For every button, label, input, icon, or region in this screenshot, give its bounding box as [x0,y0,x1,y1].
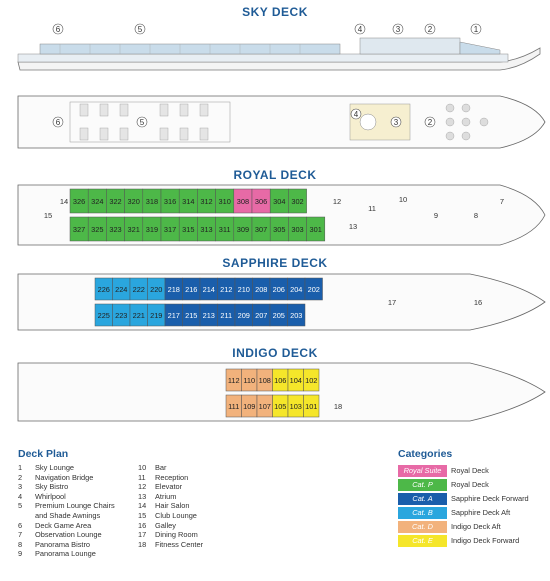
cabin-number-220: 220 [150,285,163,294]
cabin-number-221: 221 [132,311,145,320]
royal-deck-title: ROYAL DECK [233,168,317,182]
cabin-number-210: 210 [237,285,250,294]
deck-plan-item [138,492,203,502]
sky-profile-label: 3 [395,25,401,34]
category-row [398,465,548,478]
cabin-number-306: 306 [254,197,268,206]
sky-plan-label: 5 [139,118,145,127]
sky-plan-label: 6 [55,118,61,127]
category-description: Royal Deck [451,480,489,489]
cabin-number-112: 112 [227,376,240,385]
deck-plan-item-name: Fitness Center [155,539,204,549]
royal-label: 10 [398,195,408,204]
cabin-number-323: 323 [109,225,122,234]
deck-plan-item-name: Navigation Bridge [35,472,94,482]
deck-plan-item-name: Whirlpool [35,491,66,501]
deck-plan-item-name: Sky Bistro [35,482,69,492]
deck-plan-item-number: 18 [138,539,147,549]
category-swatch: Royal Suite [398,465,447,477]
deck-plan-item-name: Panorama Lounge [35,549,96,559]
deck-plan-item-name: Deck Game Area [35,520,92,530]
deck-plan-item-number: 7 [18,530,23,540]
cabin-number-309: 309 [236,225,250,234]
cabin-number-223: 223 [115,311,128,320]
sky-profile-label: 4 [357,25,363,34]
sky-plan-label: 3 [393,118,399,127]
category-swatch: Cat. D [398,521,447,533]
category-row [398,521,548,534]
cabin-number-104: 104 [289,376,302,385]
deck-plan-item [18,521,115,531]
sky-plan-label: 2 [427,118,433,127]
cabin-number-313: 313 [200,225,213,234]
cabin-number-207: 207 [255,311,268,320]
deck-plan-item [138,473,203,483]
deck-plan-item-number: 8 [18,539,23,549]
deck-plan-item-number: 17 [138,530,147,540]
sky-profile-label: 2 [427,25,433,34]
indigo-deck-plan [0,361,550,423]
cabin-number-211: 211 [220,311,233,320]
cabin-number-318: 318 [145,197,159,206]
cabin-number-304: 304 [273,197,286,206]
cabin-number-310: 310 [218,197,231,206]
deck-plan-item [18,482,115,492]
sapphire-deck-title: SAPPHIRE DECK [222,256,328,270]
deck-plan-item [138,540,203,550]
cabin-number-225: 225 [97,311,110,320]
deck-plan-item-name: Reception [155,472,189,482]
deck-plan-item-name: Observation Lounge [35,530,102,540]
cabin-number-322: 322 [109,197,122,206]
cabin-number-101: 101 [305,402,318,411]
category-description: Sapphire Deck Aft [451,508,511,517]
deck-plan-item-number: 2 [18,472,23,482]
cabin-number-203: 203 [290,311,303,320]
cabin-number-106: 106 [274,376,287,385]
cabin-number-217: 217 [167,311,180,320]
deck-plan-list-col1 [18,463,115,559]
sapphire-deck-plan [0,272,550,332]
cabin-number-109: 109 [243,402,256,411]
deck-plan-item-number: 5 [18,501,23,511]
cabin-number-315: 315 [182,225,195,234]
category-row [398,479,548,492]
cabin-number-213: 213 [202,311,215,320]
sky-deck-plan [0,94,550,150]
cabin-number-320: 320 [127,197,140,206]
cabin-number-219: 219 [150,311,163,320]
deck-plan-item-number: 3 [18,482,23,492]
deck-plan-item [18,492,115,502]
deck-plan-item [18,463,115,473]
deck-plan-item-number: 14 [138,501,147,511]
cabin-number-110: 110 [243,376,256,385]
deck-plan-item [138,521,203,531]
deck-plan-item-name: Elevator [155,482,183,492]
cabin-number-308: 308 [236,197,250,206]
cabin-number-303: 303 [291,225,304,234]
category-row [398,493,548,506]
deck-plan-item-name: Panorama Bistro [35,539,91,549]
indigo-label: 18 [333,402,343,411]
category-row [398,507,548,520]
deck-plan-item-name: Hair Salon [155,501,190,511]
royal-label: 9 [433,211,439,220]
cabin-number-208: 208 [255,285,268,294]
deck-plan-item [138,463,203,473]
royal-label: 15 [43,211,53,220]
deck-plan-item-number: 1 [18,463,23,472]
deck-plan-item [18,530,115,540]
category-description: Indigo Deck Aft [451,522,501,531]
cabin-number-218: 218 [167,285,180,294]
sapphire-label: 16 [473,298,483,307]
indigo-deck-title: INDIGO DECK [232,346,318,360]
cabin-number-325: 325 [91,225,104,234]
royal-label: 11 [368,204,376,213]
category-swatch: Cat. A [398,493,447,505]
deck-plan-item-number: 6 [18,520,23,530]
category-row [398,535,548,548]
royal-label: 14 [59,197,69,206]
cabin-number-103: 103 [289,402,302,411]
cabin-number-301: 301 [309,225,322,234]
deck-plan-item-name: Dining Room [155,530,198,540]
cabin-number-327: 327 [72,225,86,234]
cabin-number-204: 204 [290,285,303,294]
royal-deck-plan [0,183,550,247]
cabin-number-216: 216 [185,285,198,294]
category-swatch: Cat. B [398,507,447,519]
deck-plan-item-number: 10 [138,463,147,472]
cabin-number-222: 222 [132,285,145,294]
deck-plan-title: Deck Plan [18,448,69,460]
category-swatch: Cat. E [398,535,447,547]
deck-plan-item-name: Atrium [155,491,177,501]
sky-deck-title: SKY DECK [242,5,308,19]
cabin-number-209: 209 [237,311,250,320]
cabin-number-314: 314 [182,197,195,206]
deck-plan-item-number: 15 [138,510,147,520]
cabin-number-305: 305 [273,225,286,234]
cabin-number-102: 102 [305,376,318,385]
cabin-number-319: 319 [145,225,159,234]
deck-plan-list-col2 [138,463,203,549]
deck-plan-item [138,511,203,521]
cabin-number-215: 215 [185,311,198,320]
category-description: Indigo Deck Forward [451,536,520,545]
cabin-number-316: 316 [163,197,177,206]
cabin-number-312: 312 [200,197,213,206]
deck-plan-item-number: 16 [138,520,147,530]
deck-plan-item-number: 9 [18,549,23,559]
deck-plan-item-number: 4 [18,491,23,501]
sapphire-label: 17 [387,298,397,307]
cabin-number-212: 212 [220,285,233,294]
deck-plan-item-name: Premium Lounge Chairs and Shade Awnings [35,501,115,520]
deck-plan-item [18,540,115,550]
category-description: Sapphire Deck Forward [451,494,529,503]
cabin-number-214: 214 [202,285,215,294]
cabin-number-224: 224 [115,285,128,294]
deck-plan-item [138,501,203,511]
cabin-number-311: 311 [218,225,231,234]
categories-title: Categories [398,448,453,460]
royal-label: 12 [332,197,342,206]
deck-plan-item-name: Galley [155,520,176,530]
cabin-number-226: 226 [97,285,110,294]
sky-deck-profile [0,20,550,80]
royal-label: 7 [499,197,505,206]
sky-profile-label: 5 [137,25,143,34]
deck-plan-item-name: Club Lounge [155,510,197,520]
cabin-number-324: 324 [91,197,104,206]
cabin-number-307: 307 [254,225,268,234]
cabin-number-321: 321 [127,225,140,234]
royal-label: 13 [348,222,358,231]
cabin-number-202: 202 [307,285,320,294]
cabin-number-317: 317 [163,225,177,234]
cabin-number-107: 107 [258,402,271,411]
cabin-number-206: 206 [272,285,285,294]
deck-plan-item-number: 13 [138,491,147,501]
deck-plan-item-number: 11 [138,472,146,482]
deck-plan-item [138,530,203,540]
deck-plan-item [18,549,115,559]
deck-plan-item [138,482,203,492]
cabin-number-326: 326 [72,197,86,206]
sky-profile-label: 1 [473,25,479,34]
deck-plan-item-name: Bar [155,463,167,472]
sky-profile-label: 6 [55,25,61,34]
cabin-number-108: 108 [258,376,271,385]
category-swatch: Cat. P [398,479,447,491]
deck-plan-item [18,501,115,520]
cabin-number-205: 205 [272,311,285,320]
deck-plan-item-number: 12 [138,482,147,492]
cabin-number-111: 111 [228,402,240,411]
deck-plan-item [18,473,115,483]
cabin-number-302: 302 [291,197,304,206]
royal-label: 8 [473,211,479,220]
deck-plan-item-name: Sky Lounge [35,463,75,472]
sky-plan-label: 4 [353,110,359,119]
cabin-number-105: 105 [274,402,287,411]
category-description: Royal Deck [451,466,489,475]
